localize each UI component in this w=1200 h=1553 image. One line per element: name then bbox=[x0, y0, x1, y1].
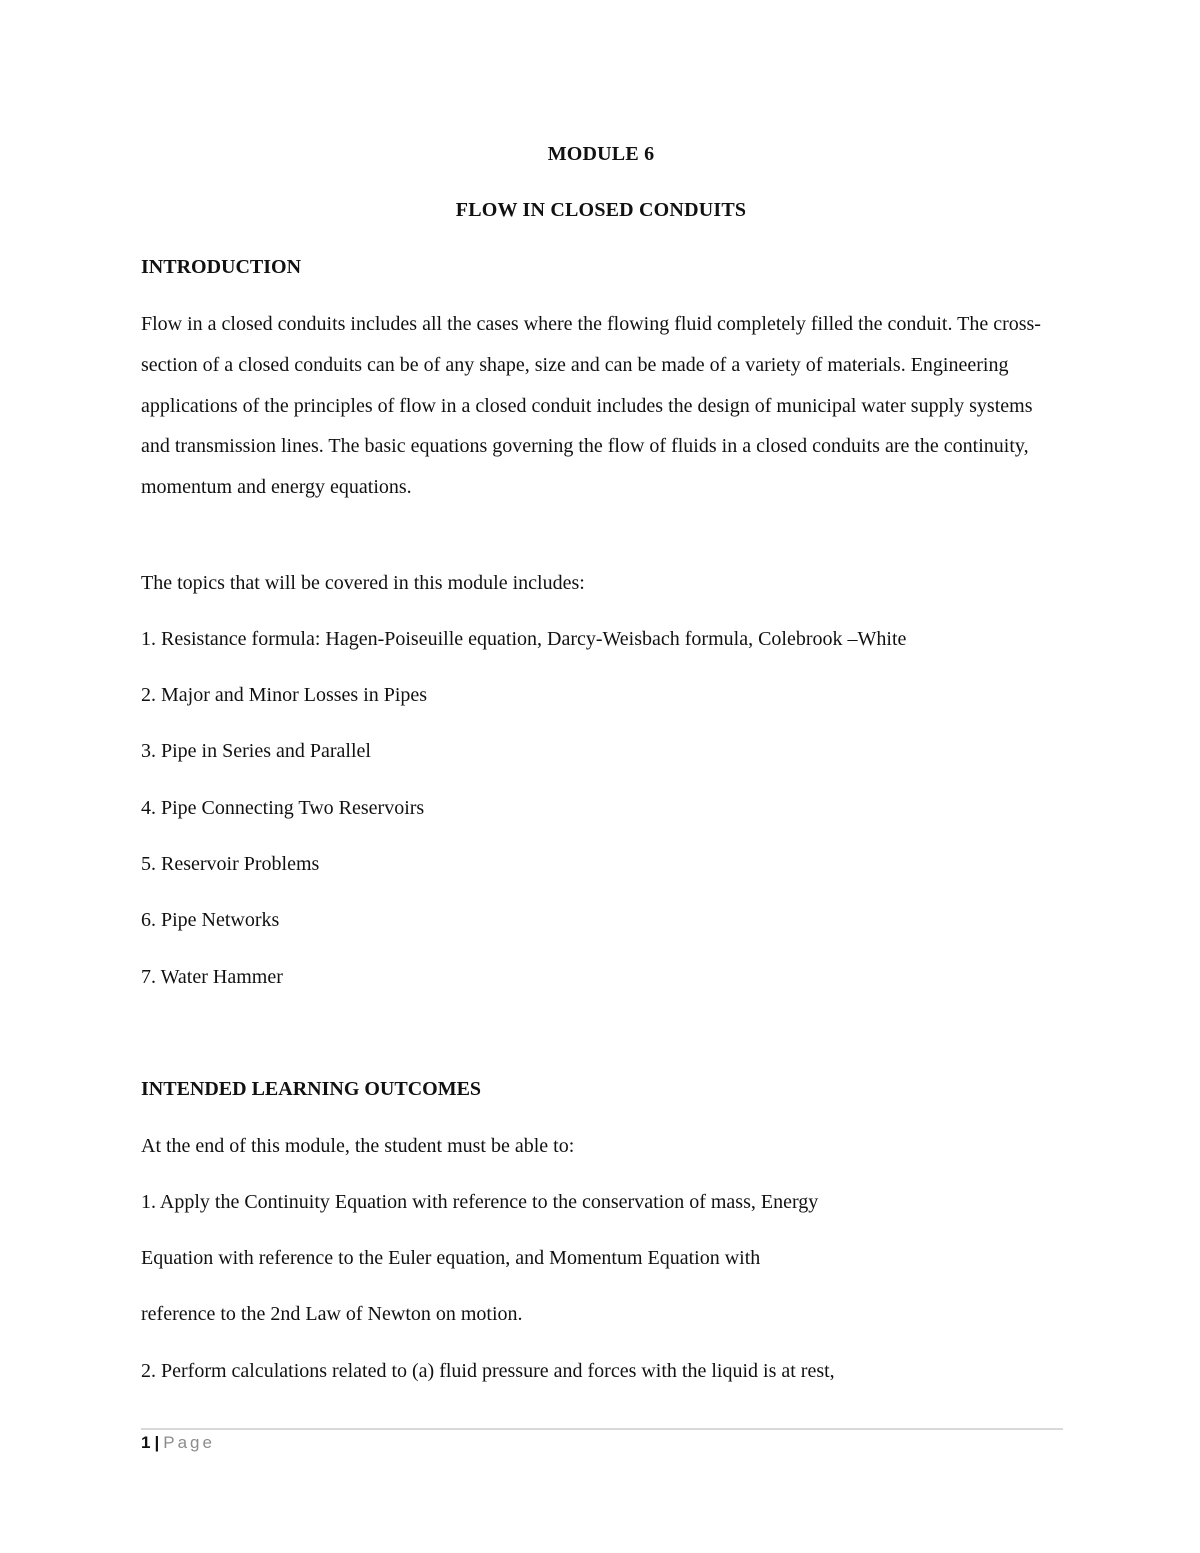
page-label: Page bbox=[163, 1433, 215, 1452]
footer-divider bbox=[141, 1428, 1063, 1430]
topic-item: 2. Major and Minor Losses in Pipes bbox=[141, 684, 428, 706]
outcomes-heading: INTENDED LEARNING OUTCOMES bbox=[141, 1078, 482, 1100]
module-title: MODULE 6 bbox=[547, 143, 655, 165]
introduction-heading: INTRODUCTION bbox=[141, 256, 302, 278]
topic-item: 3. Pipe in Series and Parallel bbox=[141, 740, 371, 762]
outcome-line: 2. Perform calculations related to (a) fluid pressure and forces with the liquid is at rest, bbox=[141, 1360, 835, 1382]
topic-item: 5. Reservoir Problems bbox=[141, 853, 320, 875]
outcomes-intro: At the end of this module, the student must be able to: bbox=[141, 1135, 575, 1157]
footer-separator: | bbox=[154, 1433, 160, 1452]
module-subtitle: FLOW IN CLOSED CONDUITS bbox=[455, 199, 747, 221]
topic-item: 6. Pipe Networks bbox=[141, 909, 280, 931]
topics-intro: The topics that will be covered in this module includes: bbox=[141, 572, 585, 594]
page-number: 1 bbox=[141, 1433, 151, 1452]
topic-item: 4. Pipe Connecting Two Reservoirs bbox=[141, 797, 425, 819]
topic-item: 1. Resistance formula: Hagen-Poiseuille equation, Darcy-Weisbach formula, Colebrook –White bbox=[141, 628, 907, 650]
outcome-line: reference to the 2nd Law of Newton on motion. bbox=[141, 1303, 523, 1325]
topic-item: 7. Water Hammer bbox=[141, 966, 283, 988]
page-footer bbox=[141, 1433, 215, 1453]
outcome-line: Equation with reference to the Euler equation, and Momentum Equation with bbox=[141, 1247, 761, 1269]
outcome-line: 1. Apply the Continuity Equation with reference to the conservation of mass, Energy bbox=[141, 1191, 819, 1213]
introduction-paragraph: Flow in a closed conduits includes all the cases where the flowing fluid completely filled the conduit. The cross-section of a closed conduits can be of any shape, size and can be made of a variety of materials. Engineering applications of the principles of flow in a closed conduit includes the design of municipal water supply systems and transmission lines. The basic equations governing the flow of fluids in a closed conduits are the continuity, momentum and energy equations. bbox=[141, 313, 1041, 499]
